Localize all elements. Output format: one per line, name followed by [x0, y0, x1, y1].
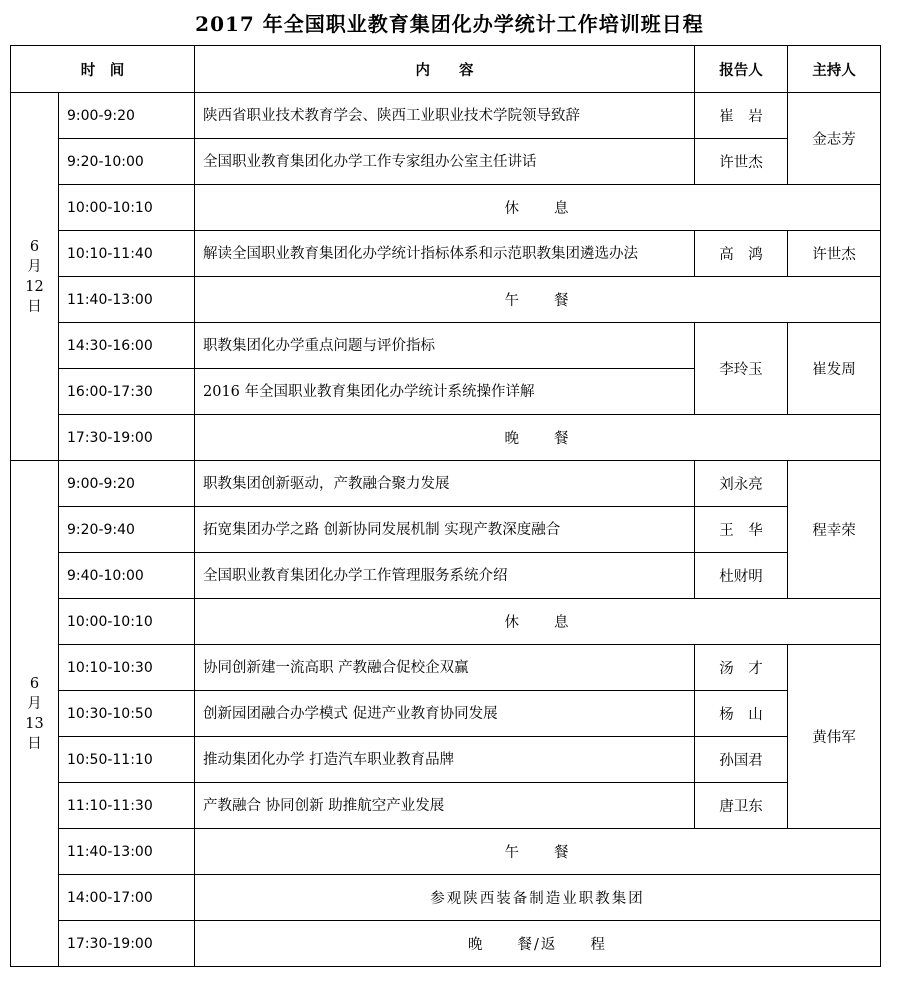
- break-cell: 晚 餐/返 程: [195, 921, 881, 967]
- date-line: 月: [27, 258, 42, 275]
- date-cell: [11, 93, 59, 461]
- date-line: 13: [25, 715, 44, 732]
- break-cell: 休 息: [195, 185, 881, 231]
- header-content: 内 容: [195, 46, 695, 93]
- content-cell: 职教集团化办学重点问题与评价指标: [195, 323, 695, 369]
- host-cell: 崔发周: [788, 323, 881, 415]
- speaker-cell: 高 鸿: [695, 231, 788, 277]
- content-cell: 创新园团融合办学模式 促进产业教育协同发展: [195, 691, 695, 737]
- header-row: [11, 46, 881, 93]
- table-row: [11, 737, 881, 783]
- time-cell: 9:00-9:20: [59, 93, 195, 139]
- speaker-cell: 杨 山: [695, 691, 788, 737]
- table-row: [11, 461, 881, 507]
- time-cell: 10:00-10:10: [59, 599, 195, 645]
- time-cell: 16:00-17:30: [59, 369, 195, 415]
- content-cell: 产教融合 协同创新 助推航空产业发展: [195, 783, 695, 829]
- time-cell: 9:20-10:00: [59, 139, 195, 185]
- table-row: [11, 691, 881, 737]
- break-cell: 休 息: [195, 599, 881, 645]
- speaker-cell: 刘永亮: [695, 461, 788, 507]
- date-line: 6: [29, 675, 40, 692]
- speaker-cell: 汤 才: [695, 645, 788, 691]
- table-row: [11, 231, 881, 277]
- time-cell: 9:40-10:00: [59, 553, 195, 599]
- time-cell: 17:30-19:00: [59, 921, 195, 967]
- table-row: [11, 645, 881, 691]
- speaker-cell: 许世杰: [695, 139, 788, 185]
- time-cell: 17:30-19:00: [59, 415, 195, 461]
- host-cell: 金志芳: [788, 93, 881, 185]
- table-row: [11, 93, 881, 139]
- time-cell: 10:10-11:40: [59, 231, 195, 277]
- header-host: 主持人: [788, 46, 881, 93]
- host-cell: 程幸荣: [788, 461, 881, 599]
- content-cell: 推动集团化办学 打造汽车职业教育品牌: [195, 737, 695, 783]
- time-cell: 9:20-9:40: [59, 507, 195, 553]
- break-cell: 参观陕西装备制造业职教集团: [195, 875, 881, 921]
- host-cell: 许世杰: [788, 231, 881, 277]
- content-cell: 全国职业教育集团化办学工作管理服务系统介绍: [195, 553, 695, 599]
- speaker-cell: 李玲玉: [695, 323, 788, 415]
- table-row: [11, 829, 881, 875]
- break-cell: 午 餐: [195, 829, 881, 875]
- table-row: [11, 783, 881, 829]
- date-line: 月: [27, 695, 42, 712]
- date-line: 日: [27, 298, 42, 315]
- time-cell: 10:30-10:50: [59, 691, 195, 737]
- speaker-cell: 杜财明: [695, 553, 788, 599]
- content-cell: 全国职业教育集团化办学工作专家组办公室主任讲话: [195, 139, 695, 185]
- content-cell: 陕西省职业技术教育学会、陕西工业职业技术学院领导致辞: [195, 93, 695, 139]
- header-speaker: 报告人: [695, 46, 788, 93]
- date-line: 6: [29, 238, 40, 255]
- break-cell: 晚 餐: [195, 415, 881, 461]
- table-row: [11, 507, 881, 553]
- table-row: [11, 185, 881, 231]
- time-cell: 11:40-13:00: [59, 277, 195, 323]
- page-title: 2017 年全国职业教育集团化办学统计工作培训班日程: [195, 12, 704, 36]
- schedule-body: [11, 93, 881, 967]
- speaker-cell: 王 华: [695, 507, 788, 553]
- break-cell: 午 餐: [195, 277, 881, 323]
- schedule-table: [10, 45, 881, 967]
- content-cell: 职教集团创新驱动，产教融合聚力发展: [195, 461, 695, 507]
- speaker-cell: 崔 岩: [695, 93, 788, 139]
- table-row: [11, 415, 881, 461]
- host-cell: 黄伟军: [788, 645, 881, 829]
- time-cell: 10:00-10:10: [59, 185, 195, 231]
- date-line: 12: [25, 278, 44, 295]
- table-row: [11, 921, 881, 967]
- date-cell: [11, 461, 59, 967]
- content-cell: 协同创新建一流高职 产教融合促校企双赢: [195, 645, 695, 691]
- date-line: 日: [27, 735, 42, 752]
- time-cell: 10:50-11:10: [59, 737, 195, 783]
- table-row: [11, 875, 881, 921]
- table-row: [11, 599, 881, 645]
- speaker-cell: 唐卫东: [695, 783, 788, 829]
- content-cell: 2016 年全国职业教育集团化办学统计系统操作详解: [195, 369, 695, 415]
- table-row: [11, 553, 881, 599]
- table-row: [11, 277, 881, 323]
- time-cell: 10:10-10:30: [59, 645, 195, 691]
- time-cell: 14:30-16:00: [59, 323, 195, 369]
- header-time: 时 间: [11, 46, 195, 93]
- time-cell: 11:40-13:00: [59, 829, 195, 875]
- time-cell: 11:10-11:30: [59, 783, 195, 829]
- time-cell: 14:00-17:00: [59, 875, 195, 921]
- time-cell: 9:00-9:20: [59, 461, 195, 507]
- table-row: [11, 323, 881, 369]
- content-cell: 拓宽集团办学之路 创新协同发展机制 实现产教深度融合: [195, 507, 695, 553]
- speaker-cell: 孙国君: [695, 737, 788, 783]
- table-row: [11, 139, 881, 185]
- content-cell: 解读全国职业教育集团化办学统计指标体系和示范职教集团遴选办法: [195, 231, 695, 277]
